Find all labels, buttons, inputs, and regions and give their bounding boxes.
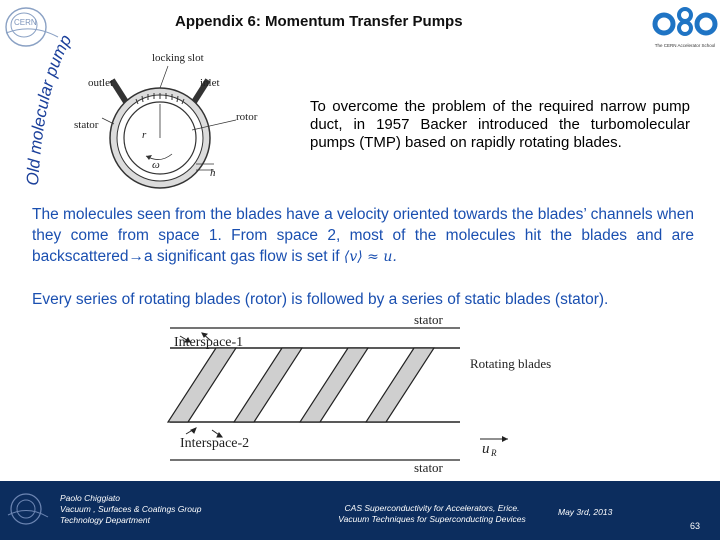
- label-rotating: Rotating blades: [470, 356, 552, 371]
- page-number: 63: [690, 521, 701, 531]
- side-caption-text: Old molecular pump: [23, 31, 76, 187]
- page-title: Appendix 6: Momentum Transfer Pumps: [175, 13, 463, 30]
- cas-logo: [652, 6, 718, 55]
- footer-cern-logo: [4, 485, 50, 536]
- footer-bar: [0, 481, 720, 540]
- cas-logo-text: The CERN Accelerator School: [654, 43, 716, 48]
- label-stator: stator: [74, 119, 99, 131]
- paragraph-stator: Every series of rotating blades (rotor) is followed by a series of static blades (stator).: [32, 291, 609, 308]
- label-interspace-2: Interspace-2: [180, 436, 250, 451]
- intro-text: To overcome the problem of the required narrow pump duct, in 1957 Backer introduced the turbomolecular pumps (TMP) based on rapidly rotating blades.: [310, 98, 690, 151]
- label-outlet: outlet: [88, 77, 114, 89]
- label-velocity-sub: R: [491, 448, 497, 458]
- footer-author-dept: Technology Department: [60, 515, 150, 525]
- label-interspace-1: Interspace-1: [174, 335, 244, 350]
- label-r: r: [142, 129, 147, 141]
- svg-text:Old molecular pump: [23, 31, 75, 186]
- footer-school: [332, 503, 532, 525]
- label-stator-top: stator: [414, 312, 443, 327]
- paragraph-backscatter-text: The molecules seen from the blades have a velocity oriented towards the blades’ channels when they come from space 1. From space 2, most of the molecules hit the blades and are backscattered: [32, 206, 695, 265]
- arrow-symbol: →: [128, 248, 144, 265]
- label-velocity: u: [482, 441, 490, 457]
- footer-school-line2: Vacuum Techniques for Superconducting Devices: [338, 514, 526, 524]
- label-inlet: inlet: [200, 77, 220, 89]
- velocity-formula: ⟨v⟩ ≈ u.: [343, 249, 397, 265]
- label-locking-slot: locking slot: [152, 52, 204, 64]
- footer-school-line1: CAS Superconductivity for Accelerators, Erice.: [344, 503, 520, 513]
- label-rotor: rotor: [236, 111, 258, 123]
- footer-author: [60, 493, 201, 526]
- label-omega: ω: [152, 159, 160, 171]
- label-stator-bottom: stator: [414, 460, 443, 475]
- side-caption: [0, 0, 90, 205]
- footer-author-group: Vacuum , Surfaces & Coatings Group: [60, 504, 202, 514]
- label-h: h: [210, 167, 216, 179]
- footer-date: May 3rd, 2013: [558, 507, 613, 517]
- paragraph-backscatter: [32, 204, 694, 268]
- paragraph-backscatter-conclusion: a significant gas flow is set if: [144, 248, 340, 265]
- molecular-pump-figure: [74, 44, 305, 189]
- footer-author-name: Paolo Chiggiato: [60, 493, 121, 503]
- cern-logo-text: CERN: [14, 18, 37, 27]
- rotating-blades-figure: [150, 300, 552, 485]
